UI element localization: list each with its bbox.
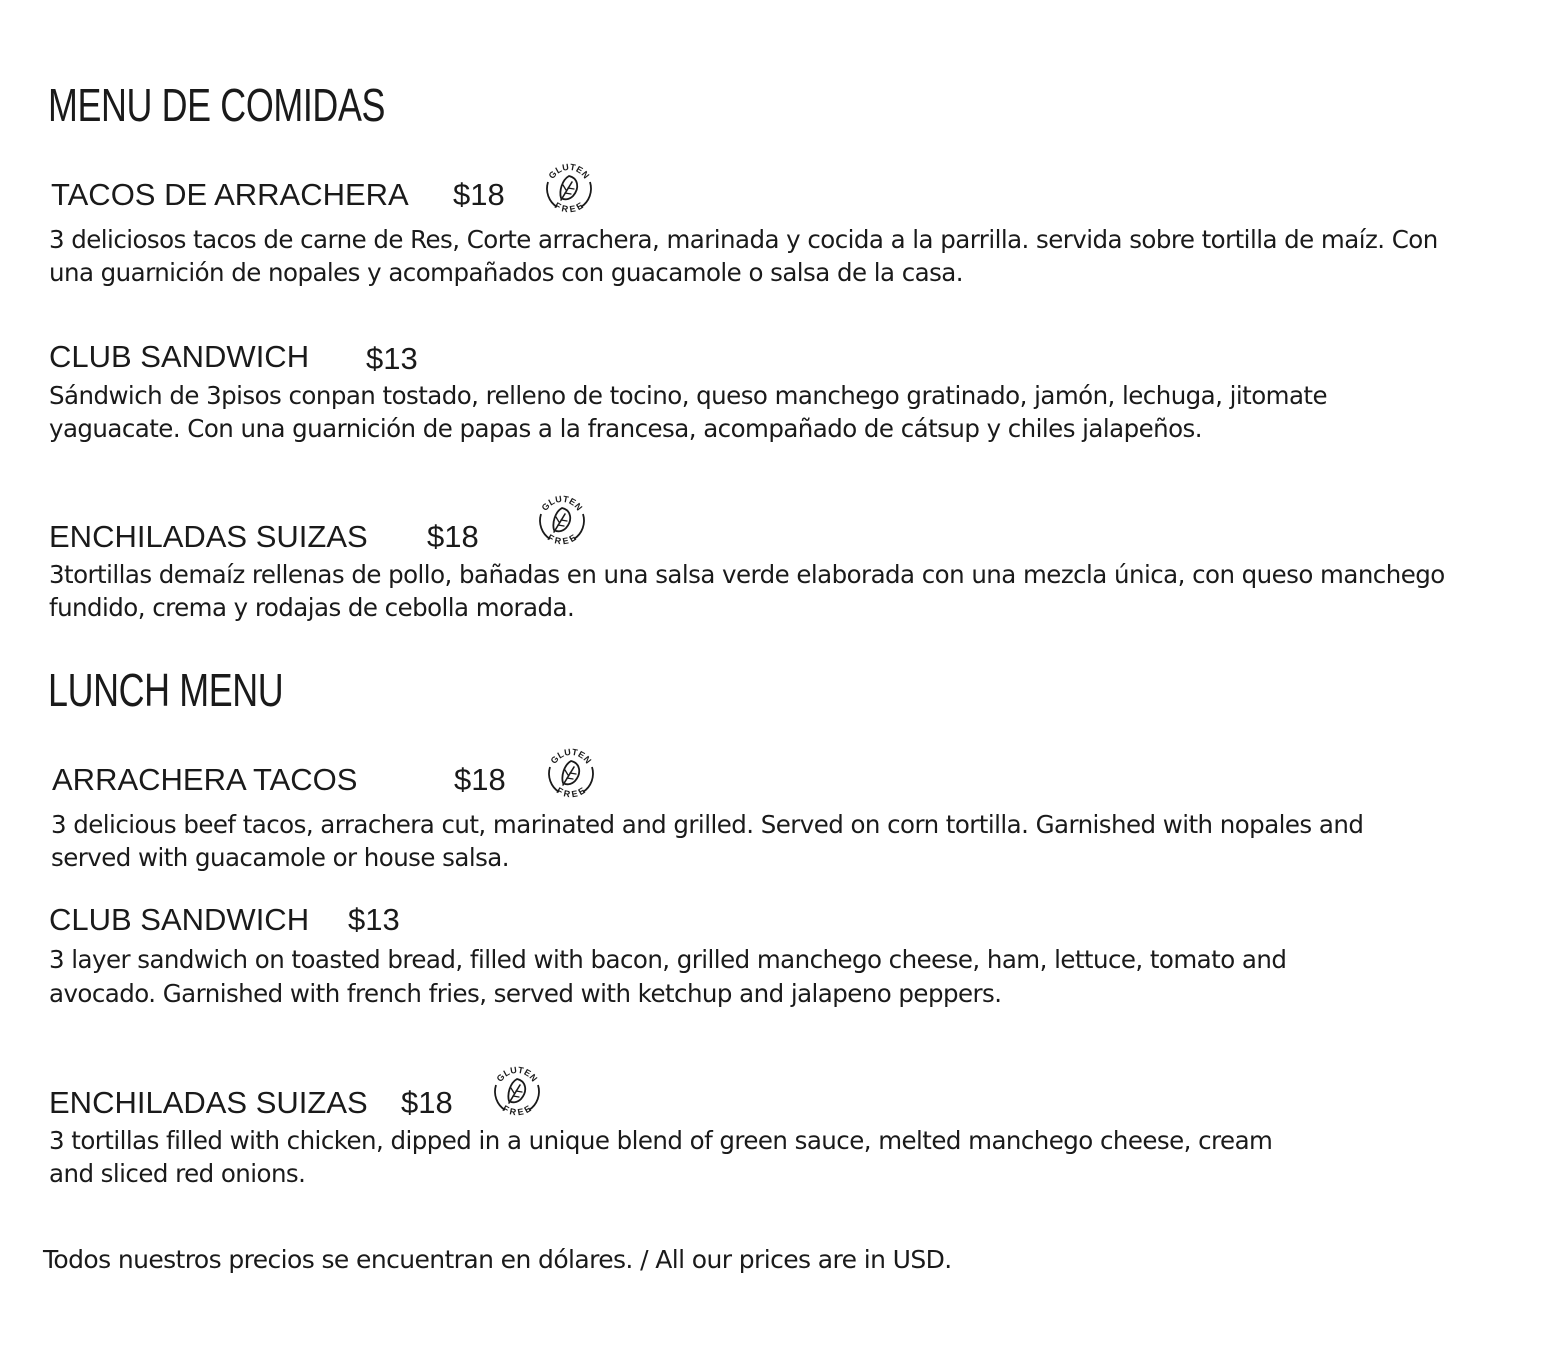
item-price-arrachera-tacos: $18 [454,762,506,797]
gluten-free-leaf-icon [539,158,599,218]
svg-text:FREE: FREE [500,1103,534,1118]
section-title-lunch-menu: LUNCH MENU [48,664,284,716]
svg-text:FREE: FREE [552,200,586,215]
svg-text:FREE: FREE [554,785,588,800]
item-price-tacos-de-arrachera: $18 [453,177,505,212]
gluten-free-leaf-icon [532,490,592,550]
svg-text:GLUTEN: GLUTEN [539,493,585,513]
item-name-arrachera-tacos: ARRACHERA TACOS [52,762,358,797]
svg-text:GLUTEN: GLUTEN [494,1064,540,1084]
item-name-club-sandwich-en: CLUB SANDWICH [49,902,310,937]
item-description-club-sandwich-es: Sándwich de 3pisos conpan tostado, relleno de tocino, queso manchego gratinado, jamón, lechuga, jitomate yaguacate. Con una guarnición de papas a la francesa, acompañado de cátsup y chiles jalapeños. [49,381,1327,443]
item-name-club-sandwich-es: CLUB SANDWICH [49,339,310,374]
footer-price-note: Todos nuestros precios se encuentran en dólares. / All our prices are in USD. [43,1245,952,1274]
gluten-free-leaf-icon [541,743,601,803]
item-name-enchiladas-suizas-en: ENCHILADAS SUIZAS [49,1085,368,1120]
item-price-enchiladas-suizas-en: $18 [401,1085,453,1120]
svg-text:GLUTEN: GLUTEN [548,746,594,766]
item-price-enchiladas-suizas-es: $18 [427,519,479,554]
item-name-tacos-de-arrachera: TACOS DE ARRACHERA [51,177,409,212]
item-description-arrachera-tacos: 3 delicious beef tacos, arrachera cut, marinated and grilled. Served on corn tortilla. Garnished with nopales and served with guacamole or house salsa. [51,810,1364,872]
svg-text:FREE: FREE [545,532,579,547]
item-description-club-sandwich-en: 3 layer sandwich on toasted bread, filled with bacon, grilled manchego cheese, ham, lettuce, tomato and avocado. Garnished with french fries, served with ketchup and jalapeno peppers. [49,945,1287,1008]
item-price-club-sandwich-en: $13 [348,902,400,937]
item-description-enchiladas-suizas-es: 3tortillas demaíz rellenas de pollo, bañadas en una salsa verde elaborada con una mezcla única, con queso manchego fundido, crema y rodajas de cebolla morada. [49,560,1445,622]
svg-text:GLUTEN: GLUTEN [546,161,592,181]
item-description-tacos-de-arrachera: 3 deliciosos tacos de carne de Res, Corte arrachera, marinada y cocida a la parrilla. servida sobre tortilla de maíz. Con una guarnición de nopales y acompañados con guacamole o salsa de la casa. [49,225,1438,287]
item-price-club-sandwich-es: $13 [366,341,418,376]
section-title-menu-de-comidas: MENU DE COMIDAS [48,79,386,131]
item-name-enchiladas-suizas-es: ENCHILADAS SUIZAS [49,519,368,554]
item-description-enchiladas-suizas-en: 3 tortillas filled with chicken, dipped in a unique blend of green sauce, melted manchego cheese, cream and sliced red onions. [49,1126,1273,1188]
gluten-free-leaf-icon [487,1061,547,1121]
